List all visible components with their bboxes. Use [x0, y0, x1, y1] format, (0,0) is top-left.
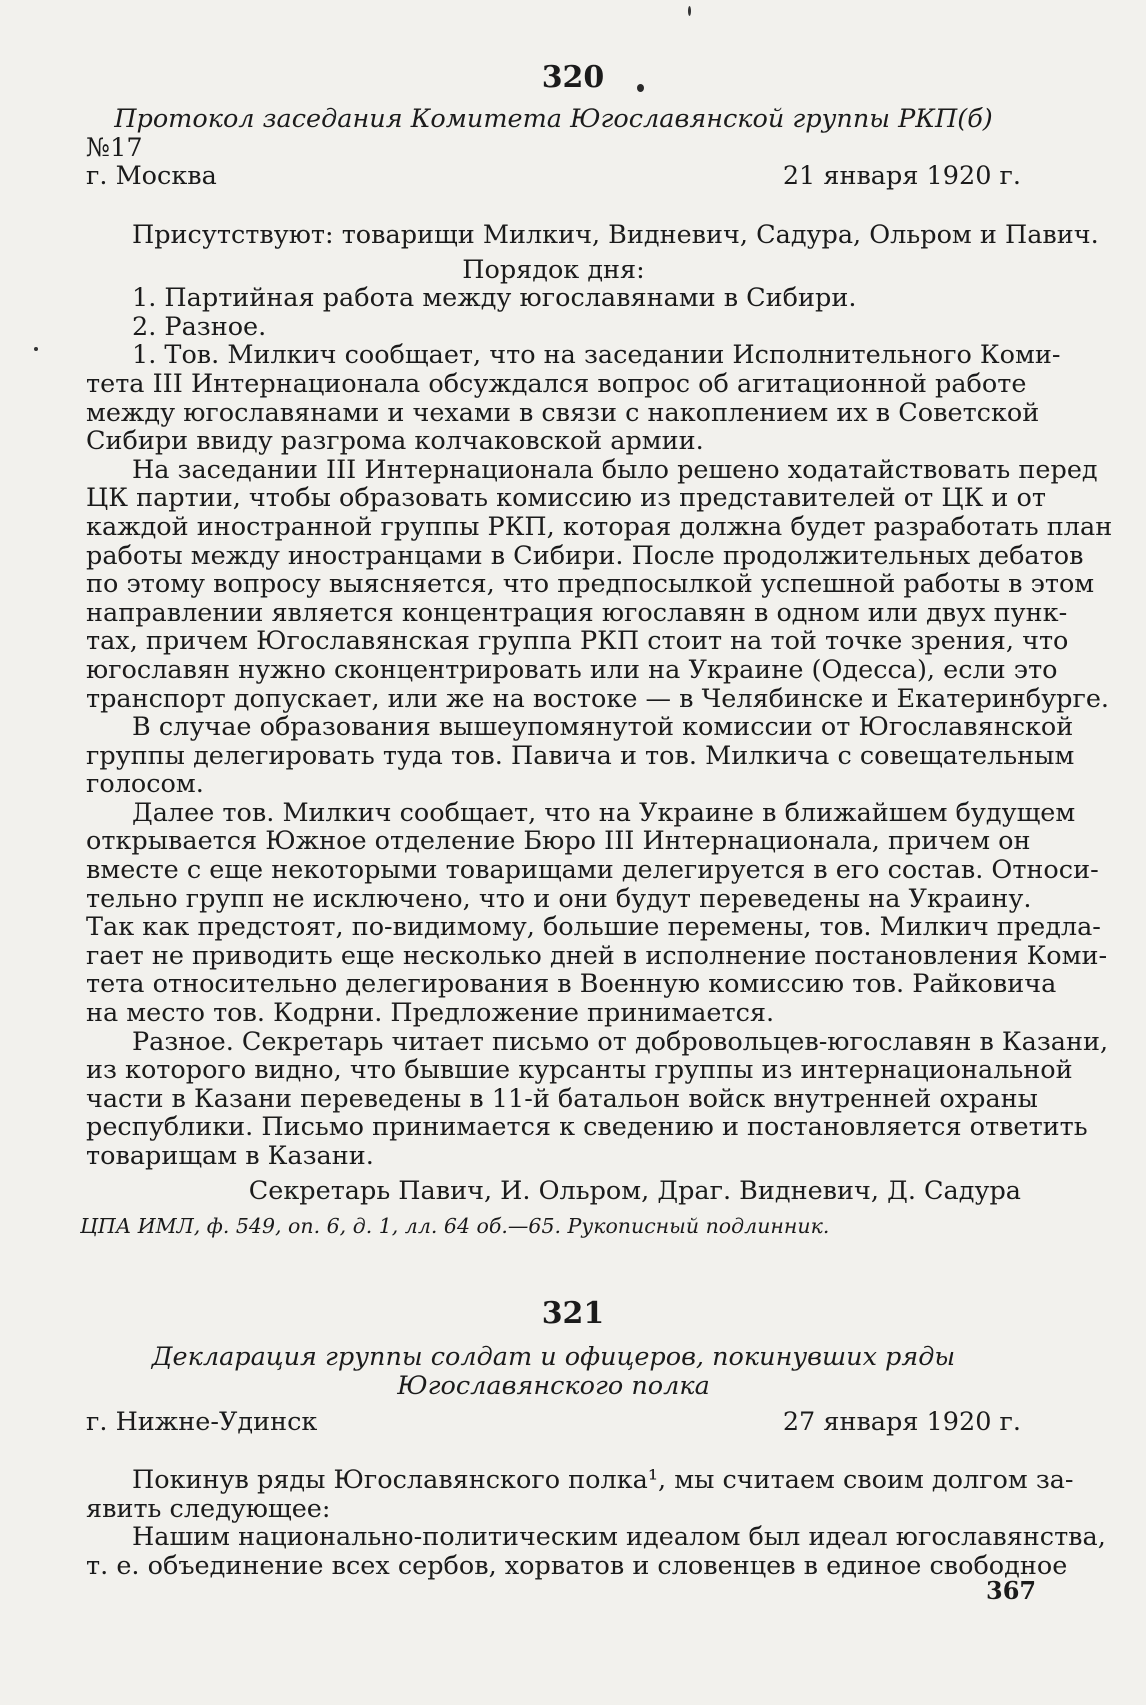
- paragraph-line: товарищам в Казани.: [86, 1141, 374, 1171]
- doc-321-place-date: [86, 1408, 1021, 1437]
- paragraph-line: по этому вопросу выясняется, что предпосылкой успешной работы в этом: [86, 569, 1095, 600]
- doc-321-place: г. Нижне-Удинск: [86, 1407, 318, 1438]
- paragraph-line: Нашим национально-политическим идеалом был идеал югославянства,: [132, 1522, 1106, 1553]
- paragraph-line: республики. Письмо принимается к сведению и постановляется ответить: [86, 1112, 1088, 1143]
- page-number: 367: [986, 1576, 1037, 1605]
- paragraph-line: Далее тов. Милкич сообщает, что на Украине в ближайшем будущем: [132, 797, 1076, 828]
- paragraph-line: части в Казани переведены в 11-й батальон войск внутренней охраны: [86, 1083, 1038, 1114]
- paragraph-line: Разное. Секретарь читает письмо от добровольцев-югославян в Казани,: [132, 1026, 1109, 1057]
- ink-speck: [688, 6, 691, 16]
- doc-321-number: 321: [541, 1296, 605, 1331]
- paragraph-line: голосом.: [86, 769, 204, 800]
- doc-321-title-line: Декларация группы солдат и офицеров, покинувших ряды: [151, 1342, 956, 1372]
- paragraph-line: тета относительно делегирования в Военную комиссию тов. Райковича: [86, 969, 1057, 1000]
- paragraph-line: тета III Интернационала обсуждался вопрос об агитационной работе: [86, 368, 1027, 399]
- paragraph-line: из которого видно, что бывшие курсанты группы из интернациональной: [86, 1055, 1073, 1086]
- paragraph-line: ЦК партии, чтобы образовать комиссию из представителей от ЦК и от: [86, 483, 1046, 514]
- doc-320-agenda-heading: Порядок дня:: [462, 254, 645, 285]
- paragraph-line: тах, причем Югославянская группа РКП стоит на той точке зрения, что: [86, 626, 1069, 657]
- doc-321-body: [86, 1465, 1106, 1581]
- paragraph-line: Так как предстоят, по-видимому, большие перемены, тов. Милкич предла-: [86, 912, 1101, 943]
- doc-321-date: 27 января 1920 г.: [782, 1407, 1021, 1438]
- paragraph-line: группы делегировать туда тов. Павича и тов. Милкича с совещательным: [86, 740, 1075, 771]
- paragraph-line: работы между иностранцами в Сибири. После продолжительных дебатов: [86, 540, 1084, 571]
- paragraph-line: транспорт допускает, или же на востоке — в Челябинске и Екатеринбурге.: [86, 683, 1110, 714]
- paragraph-line: тельно групп не исключено, что и они будут переведены на Украину.: [86, 883, 1032, 914]
- paragraph-line: 1. Тов. Милкич сообщает, что на заседании Исполнительного Коми-: [132, 340, 1061, 371]
- doc-320-header: [86, 105, 1021, 191]
- doc-320-title: Протокол заседания Комитета Югославянской группы РКП(б): [114, 104, 993, 134]
- paragraph-line: На заседании III Интернационала было решено ходатайствовать перед: [132, 454, 1098, 485]
- paragraph-line: направлении является концентрация югославян в одном или двух пунк-: [86, 597, 1068, 628]
- doc-320-protocol-number: №17: [86, 132, 143, 163]
- doc-320-present: Присутствуют: товарищи Милкич, Видневич, Садура, Ольром и Павич.: [132, 220, 1099, 250]
- doc-320-body: [80, 220, 1113, 1239]
- doc-320-signatures: Секретарь Павич, И. Ольром, Драг. Видневич, Д. Садура: [248, 1175, 1021, 1206]
- paragraph-line: гает не приводить еще несколько дней в исполнение постановления Коми-: [86, 940, 1108, 971]
- doc-321-title-line: Югославянского полка: [397, 1370, 710, 1401]
- doc-321-header: [86, 1343, 1021, 1437]
- doc-320-source: ЦПА ИМЛ, ф. 549, оп. 6, д. 1, лл. 64 об.—65. Рукописный подлинник.: [80, 1214, 830, 1239]
- paragraph-line: Покинув ряды Югославянского полка¹, мы считаем своим долгом за-: [132, 1465, 1074, 1495]
- paragraph-line: между югославянами и чехами в связи с накоплением их в Советской: [86, 397, 1040, 428]
- paragraph-line: явить следующее:: [86, 1493, 331, 1524]
- paragraph-line: Сибири ввиду разгрома колчаковской армии.: [86, 426, 704, 457]
- paragraph-line: открывается Южное отделение Бюро III Интернационала, причем он: [86, 826, 1031, 857]
- paragraph-line: югославян нужно сконцентрировать или на Украине (Одесса), если это: [86, 654, 1058, 685]
- doc-320-date: 21 января 1920 г.: [782, 161, 1021, 192]
- ink-speck: [34, 347, 38, 351]
- agenda-item: 2. Разное.: [132, 311, 267, 342]
- paragraph-line: каждой иностранной группы РКП, которая должна будет разработать план: [86, 511, 1113, 542]
- doc-320-number: 320: [541, 60, 605, 95]
- paragraph-line: т. е. объединение всех сербов, хорватов и словенцев в единое свободное: [86, 1550, 1068, 1581]
- doc-320-place-date: [86, 162, 1021, 191]
- agenda-item: 1. Партийная работа между югославянами в Сибири.: [132, 283, 857, 314]
- paragraph-line: В случае образования вышеупомянутой комиссии от Югославянской: [132, 712, 1074, 743]
- doc-320-place: г. Москва: [86, 161, 217, 192]
- paragraph-line: на место тов. Кодрни. Предложение принимается.: [86, 998, 775, 1029]
- paragraph-line: вместе с еще некоторыми товарищами делегируется в его состав. Относи-: [86, 855, 1099, 886]
